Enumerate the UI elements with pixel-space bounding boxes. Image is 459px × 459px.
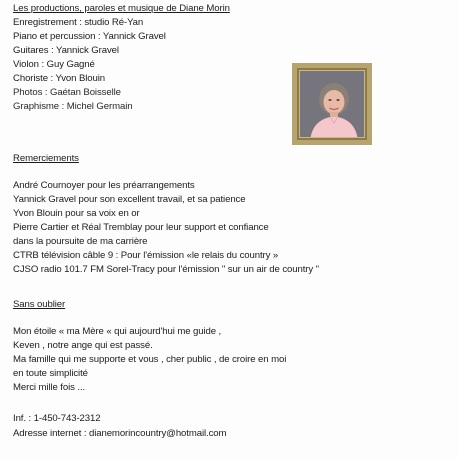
remember-line: Keven , notre ange qui est passé. <box>13 340 153 351</box>
credit-line: Piano et percussion : Yannick Gravel <box>13 31 166 42</box>
credit-line: Photos : Gaétan Boisselle <box>13 87 121 98</box>
portrait-photo <box>300 71 364 137</box>
thanks-line: CTRB télévision câble 9 : Pour l'émission «le relais du country » <box>13 250 279 261</box>
credit-line: Choriste : Yvon Blouin <box>13 73 106 84</box>
credits-heading: Les productions, paroles et musique de Diane Morin <box>13 3 230 14</box>
remember-line: Ma famille qui me supporte et vous , cher public , de croire en moi <box>13 354 287 365</box>
phone-line: Inf. : 1-450-743-2312 <box>13 413 101 424</box>
email-line: Adresse internet : dianemorincountry@hotmail.com <box>13 428 227 439</box>
thanks-line: Pierre Cartier et Réal Tremblay pour leur support et confiance <box>13 222 269 233</box>
thanks-line: Yannick Gravel pour son excellent travail, et sa patience <box>13 194 246 205</box>
thanks-line: CJSO radio 101.7 FM Sorel-Tracy pour l'émission " sur un air de country " <box>13 264 319 275</box>
credit-line: Graphisme : Michel Germain <box>13 101 133 112</box>
credit-line: Violon : Guy Gagné <box>13 59 95 70</box>
thanks-line: dans la poursuite de ma carrière <box>13 236 148 247</box>
remember-line: Merci mille fois ... <box>13 382 86 393</box>
remember-line: en toute simplicité <box>13 368 88 379</box>
portrait-image <box>300 71 364 137</box>
credit-line: Enregistrement : studio Ré-Yan <box>13 17 144 28</box>
remember-heading: Sans oublier <box>13 299 66 310</box>
thanks-line: Yvon Blouin pour sa voix en or <box>13 208 140 219</box>
thanks-line: André Cournoyer pour les préarrangements <box>13 180 195 191</box>
portrait-photo-frame <box>292 63 372 145</box>
thanks-heading: Remerciements <box>13 153 79 164</box>
remember-line: Mon étoile « ma Mère « qui aujourd'hui me guide , <box>13 326 222 337</box>
credit-line: Guitares : Yannick Gravel <box>13 45 119 56</box>
